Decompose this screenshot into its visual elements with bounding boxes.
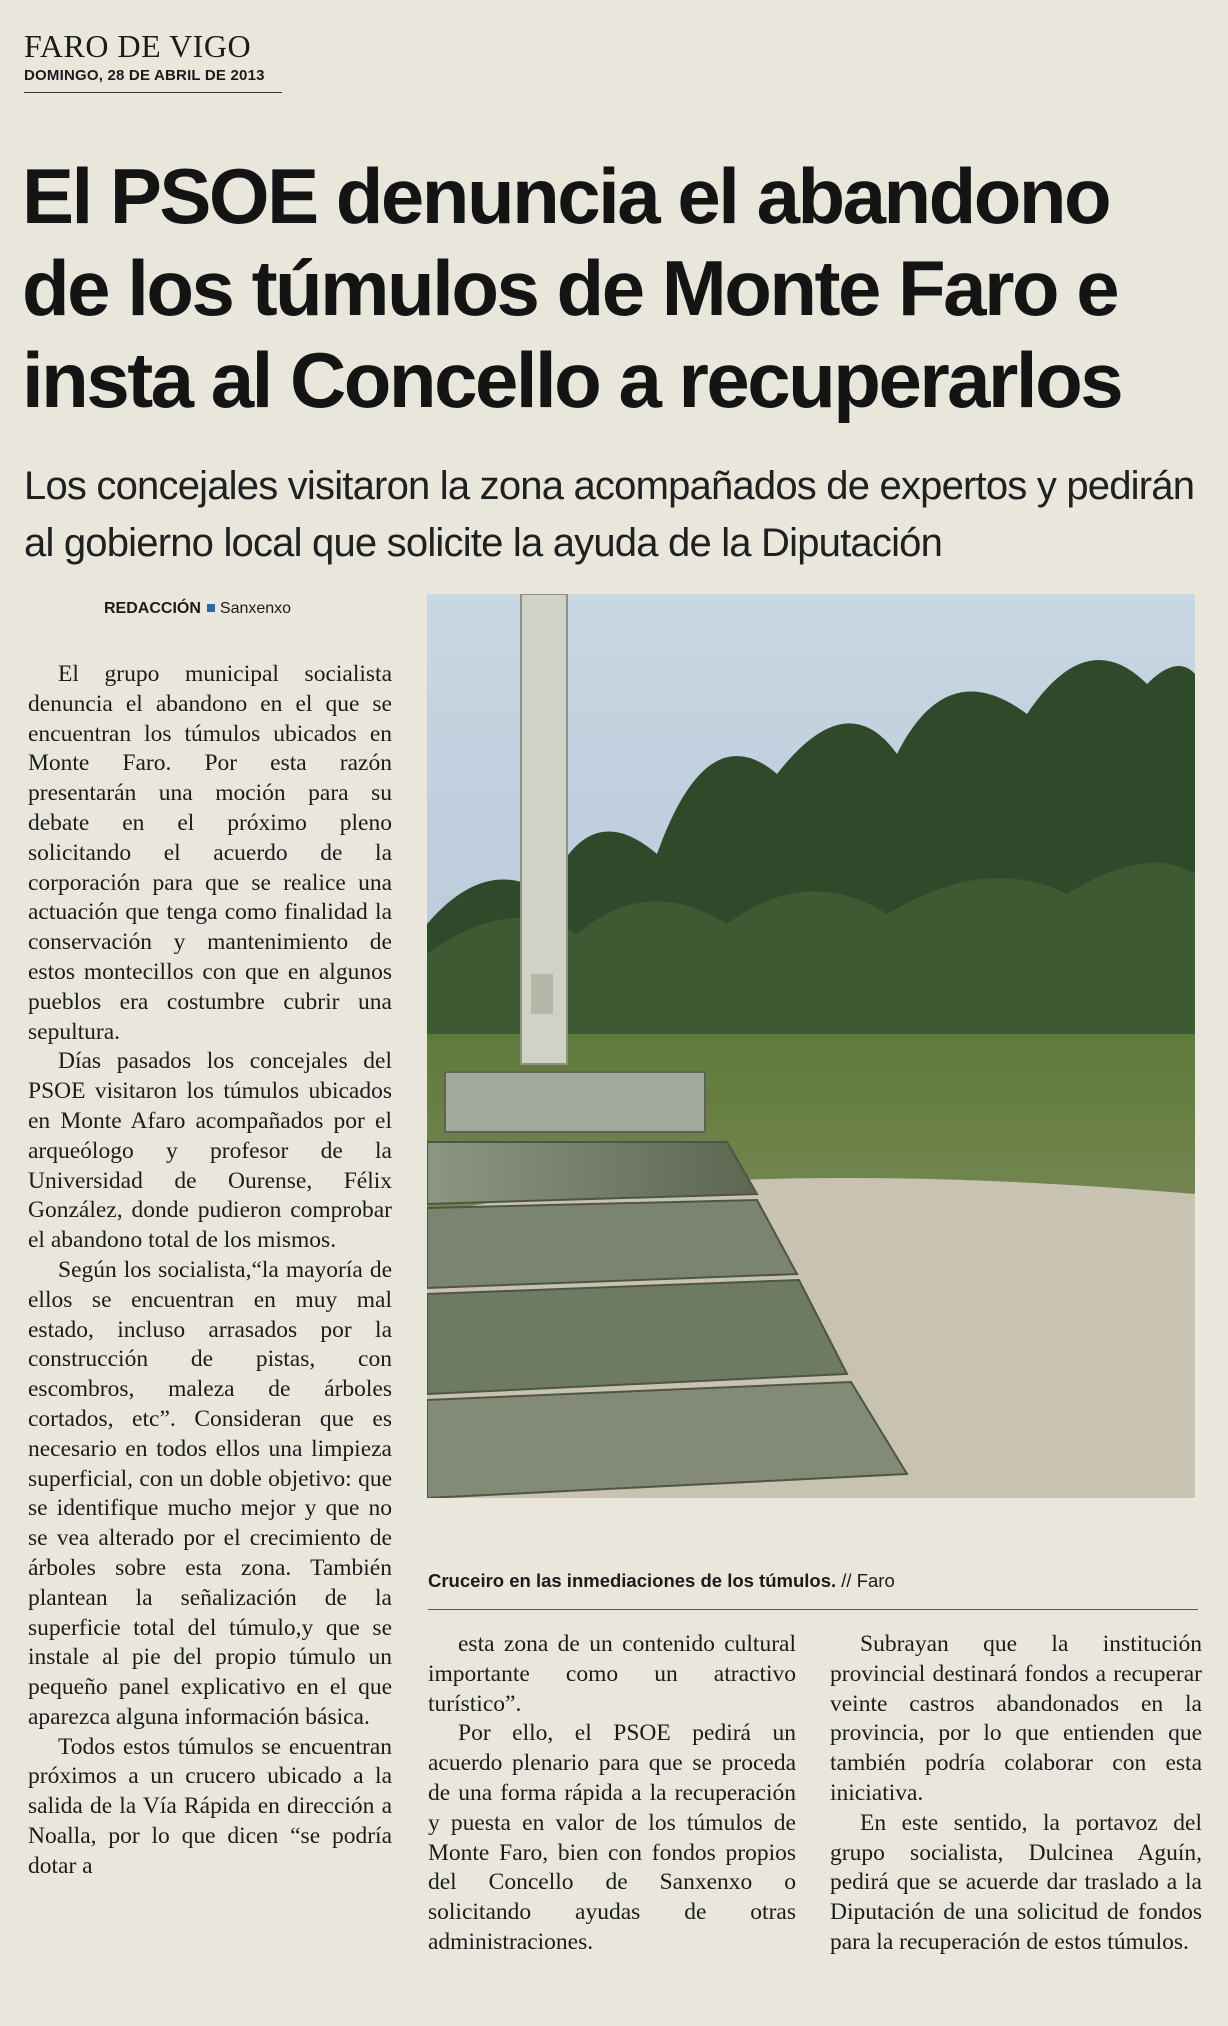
byline-square-icon bbox=[207, 604, 215, 612]
byline-place: Sanxenxo bbox=[219, 600, 292, 617]
article-photo bbox=[427, 594, 1195, 1498]
article-subheadline: Los concejales visitaron la zona acompañados de expertos y pedirán al gobierno local que solicite la ayuda de la Diputación bbox=[24, 464, 1195, 565]
headline-line-2: de los túmulos de Monte Faro e bbox=[22, 244, 1118, 332]
caption-credit: // Faro bbox=[841, 1570, 895, 1591]
byline bbox=[104, 600, 291, 618]
masthead-rule bbox=[24, 92, 282, 93]
paragraph: Según los socialista,“la mayoría de ellos se encuentran en muy mal estado, incluso arrasados por la construcción de pistas, con escombros, maleza de árboles cortados, etc”. Consideran que es necesario en todos ellos una limpieza superficial, con un doble objetivo: que se identifique mucho mejor y que no se vea alterado por el crecimiento de árboles sobre esta zona. También plantean la señalización de la superficie total del túmulo,y que se instale al pie del propio túmulo un pequeño panel explicativo en el que aparezca alguna información básica. bbox=[28, 1256, 392, 1730]
newspaper-name: FARO DE VIGO bbox=[24, 28, 252, 64]
byline-author: REDACCIÓN bbox=[104, 600, 201, 617]
caption-text: Cruceiro en las inmediaciones de los túmulos. bbox=[428, 1570, 837, 1591]
paragraph: El grupo municipal socialista denuncia el abandono en el que se encuentran los túmulos ubicados en Monte Faro. Por esta razón presentarán una moción para su debate en el próximo pleno solicitando el acuerdo de la corporación para que se realice una actuación que tenga como finalidad la conservación y mantenimiento de estos montecillos con que en algunos pueblos era costumbre cubrir una sepultura. bbox=[28, 661, 392, 1045]
article-column-3 bbox=[830, 1630, 1202, 1958]
masthead bbox=[24, 28, 265, 84]
paragraph: esta zona de un contenido cultural importante como un atractivo turístico”. bbox=[428, 1631, 796, 1717]
cross-on-stepped-base-photo bbox=[427, 594, 1195, 1498]
paragraph: Por ello, el PSOE pedirá un acuerdo plenario para que se proceda de una forma rápida a la recuperación y puesta en valor de los túmulos de Monte Faro, bien con fondos propios del Concello de Sanxenxo o solicitando ayudas de otras administraciones. bbox=[428, 1720, 796, 1955]
caption-rule bbox=[428, 1609, 1198, 1610]
paragraph: Todos estos túmulos se encuentran próximos a un crucero ubicado a la salida de la Vía Rápida en dirección a Noalla, por lo que dicen “se podría dotar a bbox=[28, 1733, 392, 1879]
article-headline bbox=[22, 150, 1202, 426]
article-column-2 bbox=[428, 1630, 796, 1958]
headline-line-1: El PSOE denuncia el abandono bbox=[22, 152, 1110, 240]
issue-date: DOMINGO, 28 DE ABRIL DE 2013 bbox=[24, 67, 265, 84]
paragraph: Subrayan que la institución provincial destinará fondos a recuperar veinte castros abandonados en la provincia, por lo que entienden que también podría colaborar con esta iniciativa. bbox=[830, 1631, 1202, 1806]
paragraph: Días pasados los concejales del PSOE visitaron los túmulos ubicados en Monte Afaro acompañados por el arqueólogo y profesor de la Universidad de Ourense, Félix González, donde pudieron comprobar el abandono total de los mismos. bbox=[28, 1048, 392, 1254]
paragraph: En este sentido, la portavoz del grupo socialista, Dulcinea Aguín, pedirá que se acuerde dar traslado a la Diputación de una solicitud de fondos para la recuperación de estos túmulos. bbox=[830, 1809, 1202, 1955]
article-column-1 bbox=[28, 660, 392, 1882]
photo-caption bbox=[428, 1570, 1198, 1592]
headline-line-3: insta al Concello a recuperarlos bbox=[22, 336, 1122, 424]
